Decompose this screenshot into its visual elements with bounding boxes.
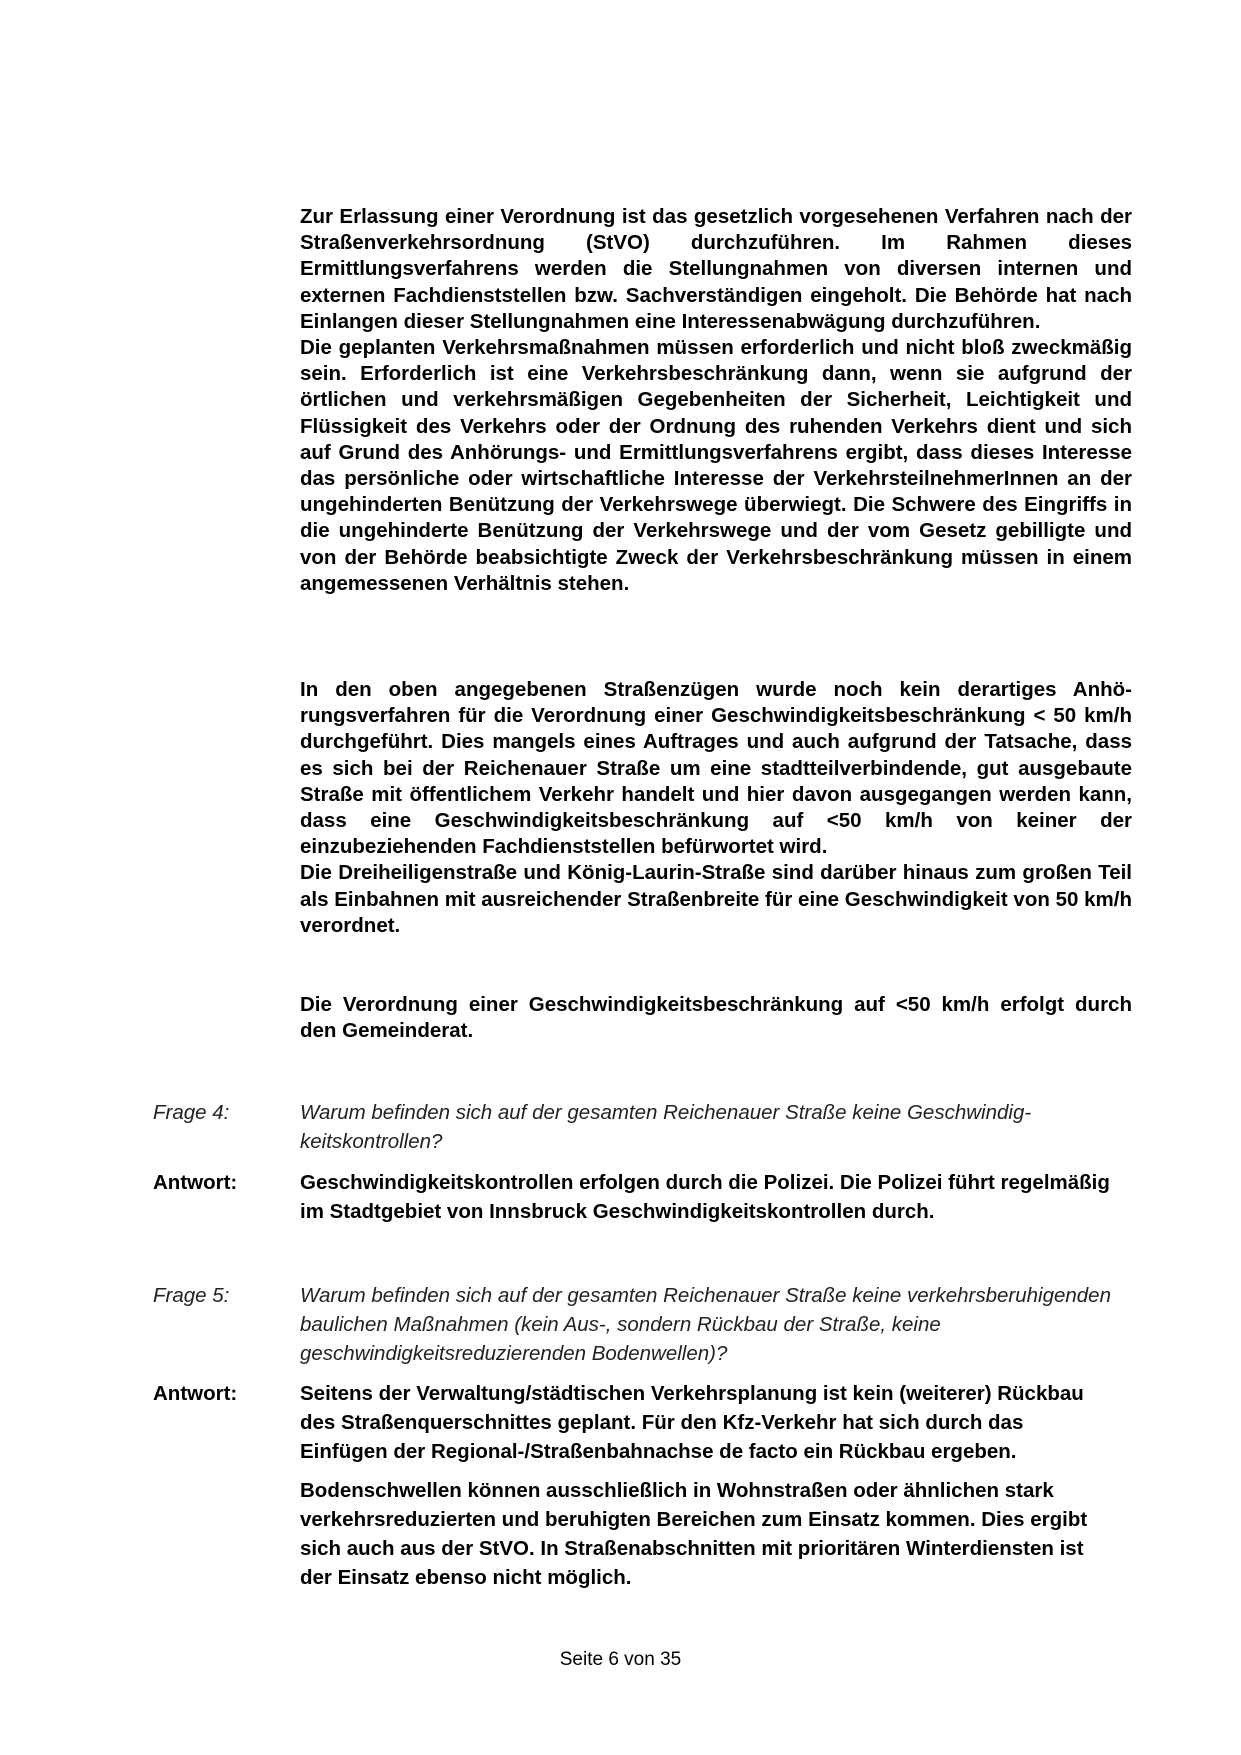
- answer-text: [300, 1379, 1112, 1592]
- question-text: Warum befinden sich auf der gesamten Reichenauer Straße keine verkehrsberuhigenden baulichen Maßnahmen (kein Aus-, sondern Rückbau der Straße, keine geschwindigkeitsreduzierenden Bodenwellen)?: [300, 1284, 1111, 1365]
- answer-paragraph: Geschwindigkeitskontrollen erfolgen durch die Polizei. Die Polizei führt regelmäßig im Stadtgebiet von Innsbruck Geschwindigkeitskontrollen durch.: [300, 1171, 1110, 1223]
- body-section-3: [300, 992, 1132, 1044]
- answer-text: [300, 1168, 1112, 1226]
- body-paragraph: Zur Erlassung einer Verordnung ist das gesetzlich vorgesehenen Verfahren nach der Straßenverkehrsordnung (StVO) durchzuführen. Im Rahmen dieses Ermittlungsverfahrens werden die Stellungnahmen von diversen internen und externen Fachdienststellen bzw. Sachverständigen eingeholt. Die Behörde hat nach Einlangen dieser Stellungnahmen eine Interessenabwägung durchzuführen.: [300, 205, 1132, 333]
- answer-paragraph: Bodenschwellen können ausschließlich in Wohnstraßen oder ähnlichen stark verkehrsreduzierten und beruhigten Bereichen zum Einsatz kommen. Dies ergibt sich auch aus der StVO. In Straßenabschnitten mit prioritären Winterdiensten ist der Einsatz ebenso nicht möglich.: [300, 1479, 1088, 1589]
- body-paragraph: Die Verordnung einer Geschwindigkeitsbeschränkung auf <50 km/h erfolgt durch den Gemeinderat.: [300, 993, 1132, 1043]
- body-section-2: [300, 677, 1132, 939]
- body-paragraph: Die geplanten Verkehrsmaßnahmen müssen erforderlich und nicht bloß zweckmäßig sein. Erforderlich ist eine Verkehrsbeschränkung dann, wenn sie aufgrund der örtlichen und verkehrsmäßigen Gegebenheiten der Sicherheit, Leichtigkeit und Flüssigkeit des Verkehrs oder der Ordnung des ruhenden Verkehrs dient und sich auf Grund des Anhörungs- und Ermittlungsverfahrens ergibt, dass dieses Interesse das persönliche oder wirtschaftliche Interesse der VerkehrsteilnehmerInnen an der ungehinderten Benützung der Verkehrswege überwiegt. Die Schwere des Eingriffs in die ungehinderte Benützung der Verkehrswege und der vom Gesetz gebilligte und von der Behörde beabsichtigte Zweck der Verkehrsbeschränkung müssen in einem angemessenen Verhältnis stehen.: [300, 336, 1132, 595]
- question-label: Frage 5:: [153, 1284, 230, 1307]
- answer-label: Antwort:: [153, 1171, 238, 1194]
- question-label: Frage 4:: [153, 1101, 230, 1124]
- body-paragraph: In den oben angegebenen Straßenzügen wurde noch kein derartiges Anhörungsverfahren für die Verordnung einer Geschwindigkeitsbeschränkung < 50 km/h durchgeführt. Dies mangels eines Auftrages und auch aufgrund der Tatsache, dass es sich bei der Reichenauer Straße um eine stadtteilverbindende, gut ausgebaute Straße mit öffentlichem Verkehr handelt und hier davon ausgegangen werden kann, dass eine Geschwindigkeitsbeschränkung auf <50 km/h von keiner der einzubeziehenden Fachdienststellen befürwortet wird.: [300, 678, 1132, 859]
- page-number: Seite 6 von 35: [559, 1649, 682, 1670]
- body-section-1: [300, 204, 1132, 597]
- answer-paragraph: Seitens der Verwaltung/städtischen Verkehrsplanung ist kein (weiterer) Rückbau des Straßenquerschnittes geplant. Für den Kfz-Verkehr hat sich durch das Einfügen der Regional-/Straßenbahnachse de facto ein Rückbau ergeben.: [300, 1382, 1084, 1463]
- question-5: [153, 1281, 1133, 1368]
- question-text: Warum befinden sich auf der gesamten Reichenauer Straße keine Geschwindigkeitskontrollen?: [300, 1101, 1032, 1153]
- question-4: [153, 1098, 1133, 1156]
- answer-4: [153, 1168, 1133, 1226]
- body-paragraph: Die Dreiheiligenstraße und König-Laurin-Straße sind darüber hinaus zum großen Teil als Einbahnen mit ausreichender Straßenbreite für eine Geschwindigkeit von 50 km/h verordnet.: [300, 861, 1132, 937]
- answer-label: Antwort:: [153, 1382, 238, 1405]
- answer-5: [153, 1379, 1133, 1592]
